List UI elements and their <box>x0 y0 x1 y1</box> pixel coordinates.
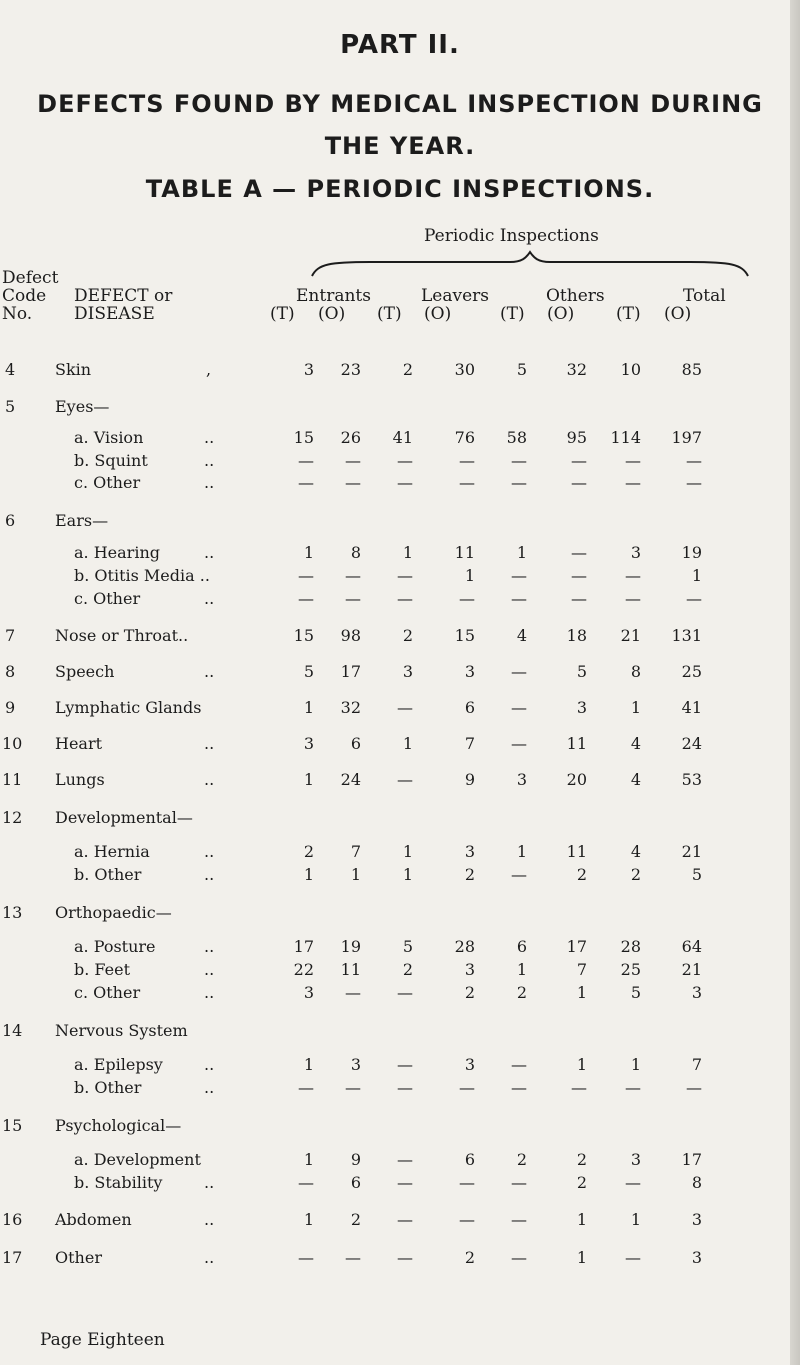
table-cell: — <box>511 865 527 884</box>
table-cell: 1 <box>303 698 314 717</box>
table-cell: 11 <box>566 734 587 753</box>
table-cell: — <box>571 543 587 562</box>
table-cell: — <box>397 698 413 717</box>
table-cell: — <box>459 1173 475 1192</box>
defect-label: Lymphatic Glands <box>55 698 202 717</box>
table-cell: — <box>459 1078 475 1097</box>
table-cell: 1 <box>630 1055 641 1074</box>
defect-label: a. Posture <box>74 937 156 956</box>
table-cell: 22 <box>293 960 314 979</box>
table-cell: 1 <box>303 1055 314 1074</box>
table-cell: 1 <box>516 960 527 979</box>
table-cell: — <box>571 473 587 492</box>
table-cell: 1 <box>303 865 314 884</box>
leader-dots: .. <box>204 589 215 608</box>
table-cell: 1 <box>402 543 413 562</box>
table-cell: — <box>298 1248 314 1267</box>
table-cell: 2 <box>402 626 413 645</box>
table-cell: 2 <box>576 865 587 884</box>
table-cell: — <box>511 566 527 585</box>
subheader-o: (O) <box>424 304 452 324</box>
table-cell: 19 <box>340 937 361 956</box>
defect-code: 10 <box>2 734 23 753</box>
table-cell: 1 <box>630 1210 641 1229</box>
leader-dots: .. <box>204 1055 215 1074</box>
table-cell: 1 <box>630 698 641 717</box>
table-cell: 1 <box>576 1210 587 1229</box>
page-footer: Page Eighteen <box>40 1330 165 1350</box>
table-cell: 23 <box>340 360 361 379</box>
table-cell: 1 <box>303 543 314 562</box>
defect-code: 8 <box>5 662 16 681</box>
table-cell: 98 <box>340 626 361 645</box>
table-cell: 1 <box>576 1248 587 1267</box>
table-cell: — <box>345 473 361 492</box>
table-cell: 9 <box>464 770 475 789</box>
table-cell: 3 <box>464 662 475 681</box>
table-cell: — <box>571 451 587 470</box>
leader-dots: .. <box>204 734 215 753</box>
table-cell: 2 <box>464 865 475 884</box>
subheader-o: (O) <box>547 304 575 324</box>
table-cell: 10 <box>620 360 641 379</box>
table-cell: 30 <box>454 360 475 379</box>
table-cell: 7 <box>350 842 361 861</box>
table-cell: 41 <box>681 698 702 717</box>
defect-code: 4 <box>5 360 16 379</box>
defect-label: Ears— <box>55 511 109 530</box>
leader-dots: .. <box>204 770 215 789</box>
defect-code: 17 <box>2 1248 23 1267</box>
leader-dots: .. <box>204 543 215 562</box>
table-cell: 4 <box>630 734 641 753</box>
leader-dots: .. <box>204 865 215 884</box>
table-cell: — <box>625 451 641 470</box>
table-cell: 2 <box>402 360 413 379</box>
table-cell: 25 <box>681 662 702 681</box>
table-cell: 1 <box>303 1210 314 1229</box>
page-edge <box>790 0 800 1365</box>
table-cell: — <box>511 1055 527 1074</box>
column-header-others: Others <box>546 286 605 306</box>
table-cell: — <box>459 589 475 608</box>
table-cell: 19 <box>681 543 702 562</box>
leader-dots: .. <box>204 473 215 492</box>
table-cell: 7 <box>464 734 475 753</box>
table-cell: 7 <box>691 1055 702 1074</box>
table-cell: 21 <box>620 626 641 645</box>
table-cell: 1 <box>402 734 413 753</box>
defect-label: Orthopaedic— <box>55 903 172 922</box>
table-cell: — <box>511 662 527 681</box>
table-cell: 21 <box>681 842 702 861</box>
table-cell: — <box>397 1173 413 1192</box>
leader-dots: .. <box>204 1248 215 1267</box>
table-cell: 24 <box>681 734 702 753</box>
column-header-code: Defect Code No. <box>2 268 59 324</box>
table-cell: 8 <box>350 543 361 562</box>
table-cell: 3 <box>464 1055 475 1074</box>
leader-dots: .. <box>204 960 215 979</box>
table-cell: 2 <box>350 1210 361 1229</box>
table-cell: 1 <box>576 1055 587 1074</box>
table-cell: — <box>571 566 587 585</box>
table-cell: 24 <box>340 770 361 789</box>
table-cell: — <box>625 473 641 492</box>
table-cell: — <box>511 473 527 492</box>
table-cell: — <box>686 1078 702 1097</box>
subheader-o: (O) <box>318 304 346 324</box>
table-cell: — <box>298 1078 314 1097</box>
table-cell: 41 <box>392 428 413 447</box>
leader-dots: .. <box>204 842 215 861</box>
defect-label: a. Vision <box>74 428 144 447</box>
subheader-o: (O) <box>664 304 692 324</box>
table-cell: — <box>298 473 314 492</box>
title-line-1: DEFECTS FOUND BY MEDICAL INSPECTION DURING <box>37 90 763 118</box>
page-title <box>0 83 800 167</box>
defect-label: a. Hernia <box>74 842 150 861</box>
defect-code: 14 <box>2 1021 23 1040</box>
table-cell: 2 <box>303 842 314 861</box>
leader-dots: .. <box>204 662 215 681</box>
table-cell: — <box>345 589 361 608</box>
table-cell: 20 <box>566 770 587 789</box>
table-cell: 2 <box>576 1173 587 1192</box>
table-cell: — <box>397 1078 413 1097</box>
table-cell: 28 <box>454 937 475 956</box>
table-cell: 4 <box>516 626 527 645</box>
defect-label: b. Stability <box>74 1173 163 1192</box>
leader-dots: .. <box>204 428 215 447</box>
table-cell: — <box>686 451 702 470</box>
defect-label: Developmental— <box>55 808 193 827</box>
table-cell: — <box>459 1210 475 1229</box>
table-cell: 1 <box>516 543 527 562</box>
table-cell: — <box>298 566 314 585</box>
leader-dots: .. <box>204 1173 215 1192</box>
table-cell: 2 <box>576 1150 587 1169</box>
defect-label: Lungs <box>55 770 105 789</box>
table-cell: 4 <box>630 770 641 789</box>
table-cell: 15 <box>454 626 475 645</box>
leader-dots: .. <box>204 451 215 470</box>
table-cell: 26 <box>340 428 361 447</box>
defect-label: Speech <box>55 662 115 681</box>
leader-dots: , <box>206 360 212 379</box>
defect-label: Eyes— <box>55 397 110 416</box>
table-cell: 58 <box>506 428 527 447</box>
defect-code: 11 <box>2 770 23 789</box>
defect-label: b. Other <box>74 1078 142 1097</box>
table-cell: 3 <box>691 983 702 1002</box>
defect-label: b. Squint <box>74 451 148 470</box>
table-cell: 6 <box>516 937 527 956</box>
subheader-t: (T) <box>270 304 295 324</box>
table-cell: 2 <box>464 983 475 1002</box>
table-cell: — <box>397 1248 413 1267</box>
defect-label: c. Other <box>74 983 141 1002</box>
defect-label: b. Otitis Media .. <box>74 566 210 585</box>
defect-code: 6 <box>5 511 16 530</box>
table-cell: — <box>397 1210 413 1229</box>
table-cell: — <box>397 566 413 585</box>
table-cell: 28 <box>620 937 641 956</box>
table-cell: — <box>459 473 475 492</box>
table-cell: 2 <box>464 1248 475 1267</box>
table-cell: 18 <box>566 626 587 645</box>
table-cell: 5 <box>576 662 587 681</box>
table-cell: 5 <box>630 983 641 1002</box>
table-cell: 1 <box>303 1150 314 1169</box>
table-cell: — <box>298 1173 314 1192</box>
defect-code: 15 <box>2 1116 23 1135</box>
defect-label: a. Epilepsy <box>74 1055 163 1074</box>
table-cell: — <box>298 451 314 470</box>
table-cell: 6 <box>464 698 475 717</box>
defect-label: a. Hearing <box>74 543 160 562</box>
table-cell: 197 <box>671 428 702 447</box>
table-cell: 9 <box>350 1150 361 1169</box>
table-cell: — <box>345 983 361 1002</box>
subheader-t: (T) <box>377 304 402 324</box>
subheader-t: (T) <box>616 304 641 324</box>
table-cell: 15 <box>293 626 314 645</box>
table-cell: 11 <box>454 543 475 562</box>
table-cell: 2 <box>630 865 641 884</box>
table-cell: 76 <box>454 428 475 447</box>
table-cell: 32 <box>566 360 587 379</box>
leader-dots: .. <box>204 1210 215 1229</box>
leader-dots: .. <box>204 983 215 1002</box>
table-cell: — <box>625 1078 641 1097</box>
table-cell: — <box>397 1150 413 1169</box>
table-cell: 3 <box>402 662 413 681</box>
table-cell: — <box>511 698 527 717</box>
table-cell: 64 <box>681 937 702 956</box>
table-cell: 6 <box>350 734 361 753</box>
defect-label: Psychological— <box>55 1116 182 1135</box>
defect-code: 9 <box>5 698 16 717</box>
table-cell: — <box>397 1055 413 1074</box>
leader-dots: .. <box>204 1078 215 1097</box>
table-cell: 1 <box>516 842 527 861</box>
defect-label: Nose or Throat.. <box>55 626 189 645</box>
table-cell: 3 <box>630 1150 641 1169</box>
table-cell: 2 <box>402 960 413 979</box>
defect-label: a. Development <box>74 1150 201 1169</box>
table-cell: 32 <box>340 698 361 717</box>
table-cell: — <box>511 451 527 470</box>
table-cell: 3 <box>691 1248 702 1267</box>
table-cell: 3 <box>464 842 475 861</box>
defect-code: 7 <box>5 626 16 645</box>
defect-label: Abdomen <box>55 1210 132 1229</box>
group-header: Periodic Inspections <box>424 226 599 246</box>
table-cell: — <box>345 566 361 585</box>
defect-label: Heart <box>55 734 103 753</box>
table-cell: 25 <box>620 960 641 979</box>
defect-label: Nervous System <box>55 1021 188 1040</box>
table-cell: — <box>511 589 527 608</box>
table-cell: 3 <box>464 960 475 979</box>
table-cell: 5 <box>691 865 702 884</box>
table-cell: 8 <box>691 1173 702 1192</box>
column-header-entrants: Entrants <box>296 286 371 306</box>
leader-dots: .. <box>204 937 215 956</box>
table-cell: — <box>625 566 641 585</box>
table-cell: 17 <box>340 662 361 681</box>
table-cell: — <box>686 589 702 608</box>
column-header-total: Total <box>683 286 726 306</box>
table-cell: 85 <box>681 360 702 379</box>
table-cell: — <box>571 589 587 608</box>
defect-label: c. Other <box>74 589 141 608</box>
subheader-t: (T) <box>500 304 525 324</box>
table-cell: — <box>625 589 641 608</box>
table-cell: 3 <box>630 543 641 562</box>
table-cell: — <box>345 1078 361 1097</box>
table-cell: 21 <box>681 960 702 979</box>
table-cell: 131 <box>671 626 702 645</box>
defect-code: 13 <box>2 903 23 922</box>
table-cell: 5 <box>516 360 527 379</box>
table-cell: 3 <box>691 1210 702 1229</box>
defect-label: c. Other <box>74 473 141 492</box>
table-cell: 1 <box>691 566 702 585</box>
table-cell: 5 <box>303 662 314 681</box>
table-cell: 1 <box>464 566 475 585</box>
table-title: TABLE A — PERIODIC INSPECTIONS. <box>145 175 655 203</box>
table-cell: 2 <box>516 983 527 1002</box>
table-cell: 95 <box>566 428 587 447</box>
defect-label: b. Other <box>74 865 142 884</box>
defect-label: Skin <box>55 360 92 379</box>
group-brace <box>310 250 750 280</box>
defect-label: Other <box>55 1248 102 1267</box>
table-cell: 3 <box>516 770 527 789</box>
table-cell: 6 <box>464 1150 475 1169</box>
column-header-defect: DEFECT or DISEASE <box>74 286 173 324</box>
table-cell: — <box>397 770 413 789</box>
table-cell: 15 <box>293 428 314 447</box>
table-cell: — <box>298 589 314 608</box>
table-cell: 7 <box>576 960 587 979</box>
table-cell: 114 <box>610 428 641 447</box>
table-cell: 1 <box>576 983 587 1002</box>
defect-code: 12 <box>2 808 23 827</box>
table-cell: 1 <box>402 842 413 861</box>
table-cell: 17 <box>566 937 587 956</box>
table-cell: — <box>625 1248 641 1267</box>
table-cell: 1 <box>303 770 314 789</box>
table-cell: — <box>511 1210 527 1229</box>
table-cell: — <box>397 473 413 492</box>
table-cell: 3 <box>576 698 587 717</box>
table-cell: 53 <box>681 770 702 789</box>
defect-label: b. Feet <box>74 960 131 979</box>
table-cell: — <box>397 589 413 608</box>
defect-code: 16 <box>2 1210 23 1229</box>
table-cell: — <box>686 473 702 492</box>
table-cell: 8 <box>630 662 641 681</box>
table-cell: 2 <box>516 1150 527 1169</box>
defect-code: 5 <box>5 397 16 416</box>
table-cell: 11 <box>340 960 361 979</box>
table-cell: — <box>397 451 413 470</box>
title-line-2: THE YEAR. <box>324 132 476 160</box>
table-cell: — <box>511 734 527 753</box>
table-cell: 3 <box>350 1055 361 1074</box>
table-cell: — <box>625 1173 641 1192</box>
table-cell: 17 <box>681 1150 702 1169</box>
table-cell: — <box>345 451 361 470</box>
table-cell: 1 <box>350 865 361 884</box>
table-cell: 17 <box>293 937 314 956</box>
part-heading: PART II. <box>340 30 460 60</box>
table-cell: 3 <box>303 983 314 1002</box>
table-cell: — <box>459 451 475 470</box>
table-cell: — <box>511 1173 527 1192</box>
table-cell: 6 <box>350 1173 361 1192</box>
table-cell: — <box>511 1248 527 1267</box>
table-cell: 11 <box>566 842 587 861</box>
table-cell: 3 <box>303 360 314 379</box>
table-cell: 1 <box>402 865 413 884</box>
table-cell: 3 <box>303 734 314 753</box>
table-cell: — <box>571 1078 587 1097</box>
table-cell: — <box>397 983 413 1002</box>
column-header-leavers: Leavers <box>421 286 489 306</box>
table-cell: — <box>345 1248 361 1267</box>
table-cell: 5 <box>402 937 413 956</box>
table-cell: — <box>511 1078 527 1097</box>
table-cell: 4 <box>630 842 641 861</box>
